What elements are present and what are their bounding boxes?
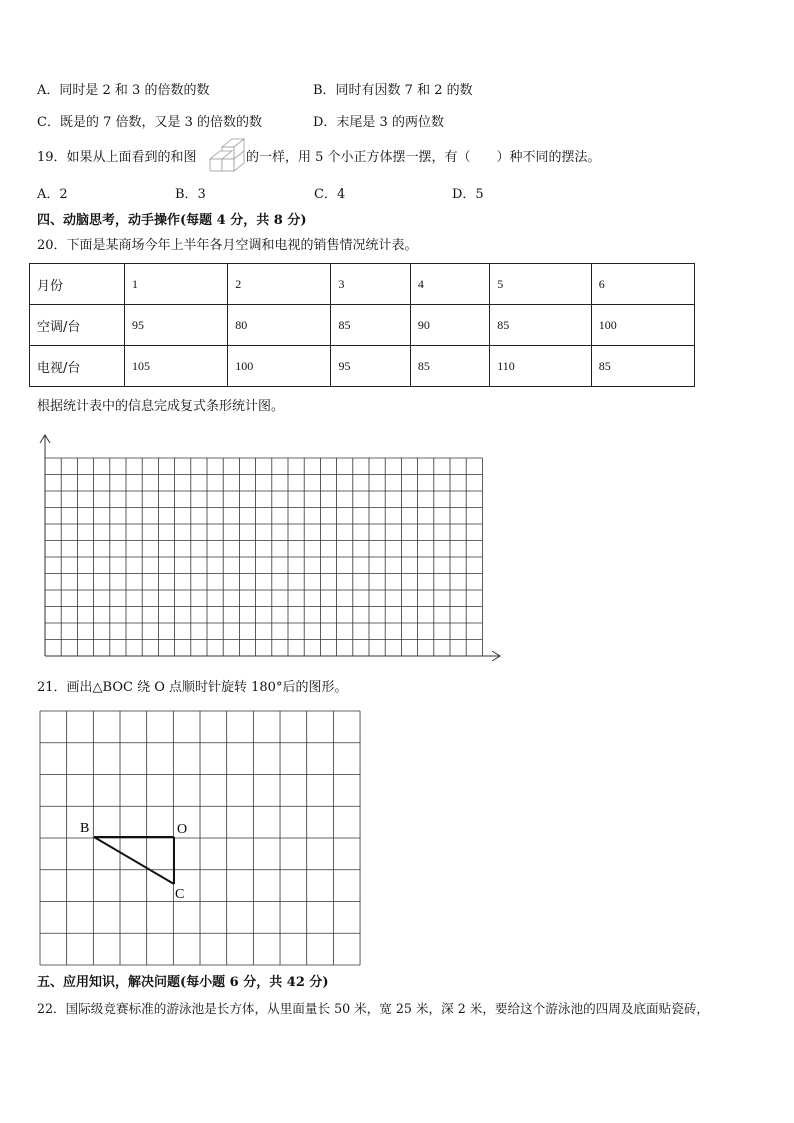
- row-header: 空调/台: [30, 305, 125, 346]
- q19-stem-start: 19．如果从上面看到的和图: [37, 150, 197, 165]
- q20-instruction: 根据统计表中的信息完成复式条形统计图。: [37, 399, 285, 414]
- q18-option-c: C．既是的 7 倍数，又是 3 的倍数的数: [37, 115, 263, 130]
- table-cell: 100: [228, 346, 331, 387]
- table-cell: 1: [125, 264, 228, 305]
- table-cell: 85: [591, 346, 694, 387]
- segment-bc: [94, 837, 174, 884]
- table-row: [30, 305, 695, 346]
- y-axis-arrow-icon: [40, 435, 50, 443]
- q19-stem-end: 的一样，用 5 个小正方体摆一摆，有（ ）种不同的摆法。: [246, 150, 601, 165]
- table-cell: 85: [410, 346, 489, 387]
- table-cell: 105: [125, 346, 228, 387]
- table-cell: 80: [228, 305, 331, 346]
- q18-option-d: D．末尾是 3 的两位数: [313, 115, 444, 130]
- table-cell: 3: [331, 264, 410, 305]
- table-cell: 2: [228, 264, 331, 305]
- q19-option-d: D．5: [452, 187, 484, 202]
- table-cell: 6: [591, 264, 694, 305]
- section-5-heading: 五、应用知识，解决问题(每小题 6 分，共 42 分): [37, 975, 329, 990]
- table-row: [30, 264, 695, 305]
- table-cell: 90: [410, 305, 489, 346]
- q18-option-a: A．同时是 2 和 3 的倍数的数: [37, 83, 210, 98]
- x-axis-arrow-icon: [492, 651, 500, 661]
- row-header: 电视/台: [30, 346, 125, 387]
- table-cell: 5: [490, 264, 591, 305]
- label-b: B: [80, 821, 90, 836]
- label-c: C: [175, 887, 185, 902]
- table-cell: 110: [490, 346, 591, 387]
- table-cell: 100: [591, 305, 694, 346]
- table-cell: 95: [125, 305, 228, 346]
- table-cell: 95: [331, 346, 410, 387]
- q20-stem: 20．下面是某商场今年上半年各月空调和电视的销售情况统计表。: [37, 238, 418, 253]
- row-header: 月份: [30, 264, 125, 305]
- table-cell: 85: [331, 305, 410, 346]
- q19-option-b: B．3: [175, 187, 206, 202]
- label-o: O: [177, 822, 188, 837]
- q19-option-c: C．4: [314, 187, 346, 202]
- q22-stem: 22．国际级竞赛标准的游泳池是长方体，从里面量长 50 米，宽 25 米，深 2 米，要给这个游泳池的四周及底面贴瓷砖，: [37, 1001, 710, 1016]
- sales-table: [29, 263, 695, 387]
- cube-stack-figure-icon: [210, 139, 244, 171]
- triangle-boc: [94, 837, 174, 884]
- table-cell: 85: [490, 305, 591, 346]
- table-cell: 4: [410, 264, 489, 305]
- section-4-heading: 四、动脑思考，动手操作(每题 4 分，共 8 分): [37, 213, 307, 228]
- q21-stem: 21．画出△BOC 绕 O 点顺时针旋转 180°后的图形。: [37, 680, 348, 695]
- table-row: [30, 346, 695, 387]
- q18-option-b: B．同时有因数 7 和 2 的数: [313, 83, 473, 98]
- q19-option-a: A．2: [37, 187, 68, 202]
